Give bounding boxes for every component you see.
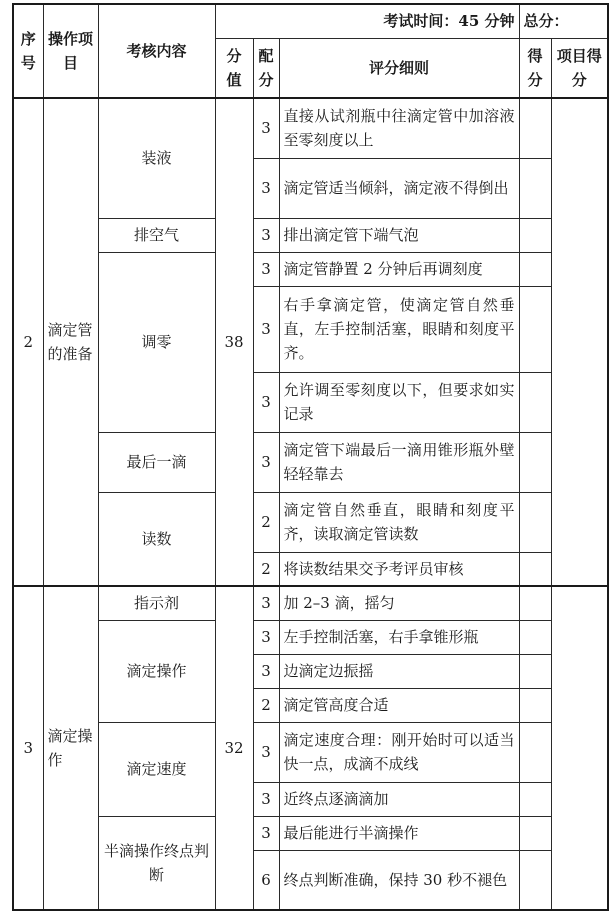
table-row <box>13 98 608 158</box>
table-row <box>13 492 608 552</box>
alloc-cell: 2 <box>253 552 279 586</box>
table-row <box>13 432 608 492</box>
alloc-cell: 6 <box>253 850 279 910</box>
table-row <box>13 722 608 782</box>
header-op-item: 操作项目 <box>43 4 98 98</box>
points-cell[interactable] <box>519 158 551 218</box>
content-cell: 装液 <box>98 98 215 218</box>
criterion-cell: 直接从试剂瓶中往滴定管中加溶液至零刻度以上 <box>279 98 519 158</box>
points-cell[interactable] <box>519 850 551 910</box>
content-cell: 半滴操作终点判断 <box>98 816 215 910</box>
header-item-points: 项目得分 <box>551 38 608 98</box>
alloc-cell: 3 <box>253 586 279 620</box>
content-cell: 滴定速度 <box>98 722 215 816</box>
content-cell: 最后一滴 <box>98 432 215 492</box>
scoring-table <box>12 3 609 911</box>
header-score-value: 分值 <box>215 38 253 98</box>
scoring-sheet <box>12 3 607 910</box>
criterion-cell: 排出滴定管下端气泡 <box>279 218 519 252</box>
content-cell: 读数 <box>98 492 215 586</box>
header-points: 得分 <box>519 38 551 98</box>
criterion-cell: 加 2–3 滴，摇匀 <box>279 586 519 620</box>
points-cell[interactable] <box>519 688 551 722</box>
points-cell[interactable] <box>519 586 551 620</box>
alloc-cell: 3 <box>253 98 279 158</box>
criterion-cell: 允许调至零刻度以下，但要求如实记录 <box>279 372 519 432</box>
alloc-cell: 3 <box>253 654 279 688</box>
points-cell[interactable] <box>519 286 551 372</box>
content-cell: 调零 <box>98 252 215 432</box>
header-alloc: 配分 <box>253 38 279 98</box>
points-cell[interactable] <box>519 722 551 782</box>
table-row <box>13 620 608 654</box>
points-cell[interactable] <box>519 432 551 492</box>
points-cell[interactable] <box>519 552 551 586</box>
alloc-cell: 3 <box>253 252 279 286</box>
points-cell[interactable] <box>519 654 551 688</box>
criterion-cell: 滴定管高度合适 <box>279 688 519 722</box>
criterion-cell: 左手控制活塞，右手拿锥形瓶 <box>279 620 519 654</box>
criterion-cell: 滴定速度合理：刚开始时可以适当快一点，成滴不成线 <box>279 722 519 782</box>
exam-time: 考试时间：45 分钟 <box>215 4 519 38</box>
points-cell[interactable] <box>519 372 551 432</box>
alloc-cell: 3 <box>253 722 279 782</box>
total-score-label: 总分： <box>519 4 608 38</box>
alloc-cell: 2 <box>253 688 279 722</box>
points-cell[interactable] <box>519 98 551 158</box>
content-cell: 排空气 <box>98 218 215 252</box>
section-seq: 2 <box>13 98 43 586</box>
alloc-cell: 3 <box>253 372 279 432</box>
table-row <box>13 252 608 286</box>
criterion-cell: 近终点逐滴滴加 <box>279 782 519 816</box>
points-cell[interactable] <box>519 620 551 654</box>
section-item: 滴定管的准备 <box>43 98 98 586</box>
criterion-cell: 滴定管下端最后一滴用锥形瓶外壁轻轻靠去 <box>279 432 519 492</box>
alloc-cell: 3 <box>253 158 279 218</box>
table-row <box>13 816 608 850</box>
header-seq: 序号 <box>13 4 43 98</box>
alloc-cell: 3 <box>253 286 279 372</box>
section-value: 38 <box>215 98 253 586</box>
content-cell: 滴定操作 <box>98 620 215 722</box>
alloc-cell: 3 <box>253 432 279 492</box>
item-points-cell[interactable] <box>551 586 608 910</box>
points-cell[interactable] <box>519 218 551 252</box>
section-seq: 3 <box>13 586 43 910</box>
alloc-cell: 3 <box>253 218 279 252</box>
criterion-cell: 边滴定边振摇 <box>279 654 519 688</box>
header-criteria: 评分细则 <box>279 38 519 98</box>
criterion-cell: 滴定管静置 2 分钟后再调刻度 <box>279 252 519 286</box>
criterion-cell: 终点判断准确，保持 30 秒不褪色 <box>279 850 519 910</box>
table-row <box>13 586 608 620</box>
section-value: 32 <box>215 586 253 910</box>
content-cell: 指示剂 <box>98 586 215 620</box>
criterion-cell: 最后能进行半滴操作 <box>279 816 519 850</box>
criterion-cell: 滴定管自然垂直，眼睛和刻度平齐，读取滴定管读数 <box>279 492 519 552</box>
alloc-cell: 3 <box>253 782 279 816</box>
header-content: 考核内容 <box>98 4 215 98</box>
criterion-cell: 将读数结果交予考评员审核 <box>279 552 519 586</box>
alloc-cell: 2 <box>253 492 279 552</box>
item-points-cell[interactable] <box>551 98 608 586</box>
points-cell[interactable] <box>519 492 551 552</box>
criterion-cell: 右手拿滴定管，使滴定管自然垂直，左手控制活塞，眼睛和刻度平齐。 <box>279 286 519 372</box>
points-cell[interactable] <box>519 782 551 816</box>
alloc-cell: 3 <box>253 620 279 654</box>
table-row <box>13 218 608 252</box>
alloc-cell: 3 <box>253 816 279 850</box>
criterion-cell: 滴定管适当倾斜，滴定液不得倒出 <box>279 158 519 218</box>
section-item: 滴定操作 <box>43 586 98 910</box>
points-cell[interactable] <box>519 816 551 850</box>
points-cell[interactable] <box>519 252 551 286</box>
